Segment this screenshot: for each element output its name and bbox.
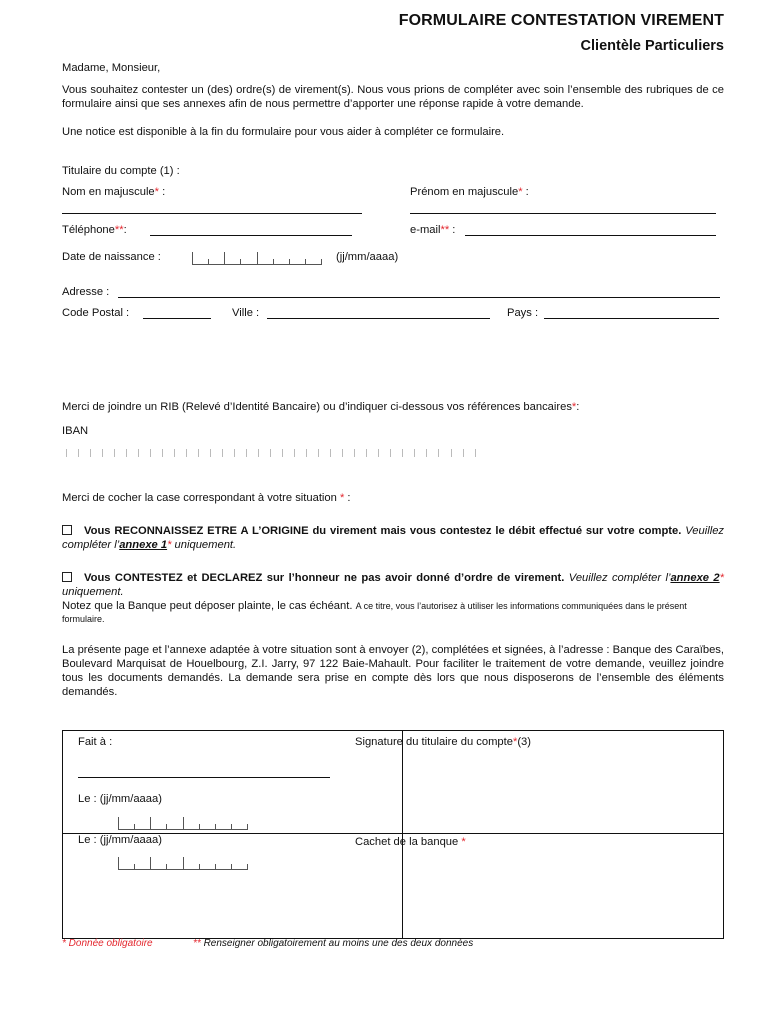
address-label: Adresse :	[62, 286, 110, 298]
complaint-note: Notez que la Banque peut déposer plainte, le cas échéant. A ce titre, vous l’autorisez à utiliser les informations communiquées dans le présent formulaire.	[62, 600, 687, 624]
email-field[interactable]	[465, 235, 716, 236]
signature-label: Signature du titulaire du compte*(3)	[355, 736, 532, 748]
postal-code-label: Code Postal :	[62, 307, 130, 319]
intro-paragraph: Vous souhaitez contester un (des) ordre(s) de virement(s). Nous vous prions de compléter avec soin l’ensemble des rubriques de ce formulaire ainsi que ses annexes afin de nous permettre d’apporter une réponse rapide à votre demande.	[62, 84, 724, 110]
date-label-2: Le : (jj/mm/aaaa)	[78, 834, 162, 846]
footnote-at-least-one: ** Renseigner obligatoirement au moins une des deux données	[193, 938, 474, 949]
country-field[interactable]	[544, 318, 719, 319]
stamp-label: Cachet de la banque *	[355, 836, 466, 848]
date-label-1: Le : (jj/mm/aaaa)	[78, 793, 162, 805]
iban-field[interactable]	[66, 449, 476, 457]
address-field[interactable]	[118, 297, 720, 298]
page-subtitle: Clientèle Particuliers	[580, 38, 724, 54]
page-title: FORMULAIRE CONTESTATION VIREMENT	[398, 12, 724, 29]
rib-instruction: Merci de joindre un RIB (Relevé d’Identité Bancaire) ou d’indiquer ci-dessous vos références bancaires*:	[62, 401, 580, 413]
birth-date-field[interactable]	[192, 252, 322, 265]
situation-prompt: Merci de cocher la case correspondant à votre situation * :	[62, 492, 351, 504]
date-field-1[interactable]	[118, 817, 248, 830]
country-label: Pays :	[507, 307, 539, 319]
place-label: Fait à :	[78, 736, 113, 748]
table-divider-vertical	[402, 731, 403, 938]
option-1: Vous RECONNAISSEZ ETRE A L’ORIGINE du virement mais vous contestez le débit effectué sur votre compte. Veuillez compléter l’annexe 1* uniquement.	[62, 525, 725, 551]
date-field-2[interactable]	[118, 857, 248, 870]
phone-field[interactable]	[150, 235, 352, 236]
signature-table	[62, 730, 724, 939]
place-field[interactable]	[78, 777, 330, 778]
footnote-mandatory: * Donnée obligatoire	[62, 938, 153, 949]
first-name-field[interactable]	[410, 213, 716, 214]
birth-date-format: (jj/mm/aaaa)	[336, 251, 399, 263]
iban-label: IBAN	[62, 425, 89, 437]
postal-code-field[interactable]	[143, 318, 211, 319]
intro-notice: Une notice est disponible à la fin du formulaire pour vous aider à compléter ce formulaire.	[62, 126, 505, 138]
last-name-field[interactable]	[62, 213, 362, 214]
sending-instructions: La présente page et l’annexe adaptée à votre situation sont à envoyer (2), complétées et signées, à l’adresse : Banque des Caraïbes, Boulevard Marquisat de Houelbourg, Z.I. Jarry, 97 122 Baie-Mahault. Pour faciliter le traitement de votre demande, veuillez joindre tous les documents demandés. La demande sera prise en compte dès lors que nous disposerons de l’ensemble des éléments demandés.	[62, 644, 724, 698]
birth-date-label: Date de naissance :	[62, 251, 161, 263]
email-label: e-mail** :	[410, 224, 456, 236]
city-field[interactable]	[267, 318, 490, 319]
last-name-label: Nom en majuscule* :	[62, 186, 166, 198]
option-2-checkbox[interactable]	[62, 572, 72, 582]
first-name-label: Prénom en majuscule* :	[410, 186, 529, 198]
holder-section-label: Titulaire du compte (1) :	[62, 165, 180, 177]
greeting: Madame, Monsieur,	[62, 62, 161, 74]
table-divider-horizontal	[63, 833, 723, 834]
option-2: Vous CONTESTEZ et DECLAREZ sur l’honneur ne pas avoir donné d’ordre de virement. Veuillez compléter l’annexe 2* uniquement.	[62, 572, 724, 598]
city-label: Ville :	[232, 307, 260, 319]
phone-label: Téléphone**:	[62, 224, 127, 236]
option-1-checkbox[interactable]	[62, 525, 72, 535]
